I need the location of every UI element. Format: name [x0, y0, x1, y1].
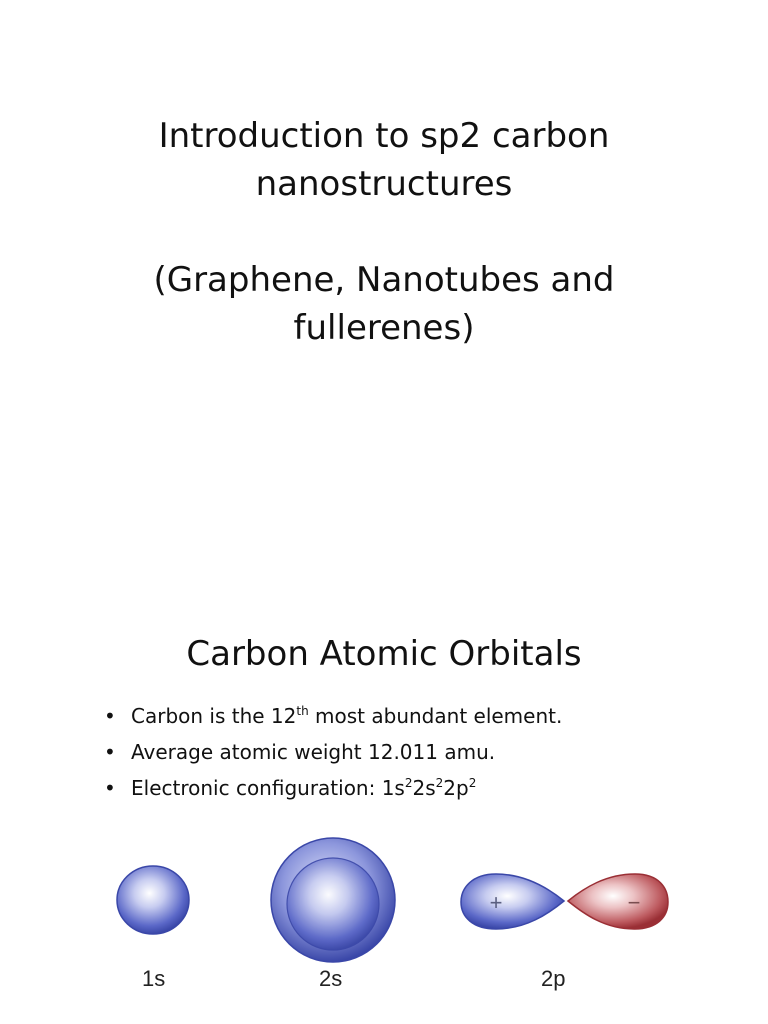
bullet-list [104, 698, 724, 806]
bullet-dot: • [104, 704, 116, 728]
superscript: 2 [468, 776, 477, 790]
subtitle-line-2: fullerenes) [293, 308, 475, 348]
title-line-1: Introduction to sp2 carbon [158, 116, 610, 156]
plus-sign: + [489, 890, 503, 915]
slide-title: Carbon Atomic Orbitals [186, 634, 582, 674]
bullet-dot: • [104, 776, 116, 800]
superscript: th [296, 704, 309, 718]
title-line-2: nanostructures [255, 164, 513, 204]
bullet-text: 2p [443, 776, 469, 800]
orbital-label-2p: 2p [541, 966, 566, 991]
bullet-item [104, 770, 724, 806]
subtitle-line-1: (Graphene, Nanotubes and [153, 260, 615, 300]
superscript: 2 [404, 776, 413, 790]
bullet-item [104, 698, 724, 734]
orbital-1s-sphere [117, 866, 189, 934]
orbital-2p-negative-lobe [568, 874, 668, 929]
bullet-text: 2s [412, 776, 436, 800]
title-gap [0, 208, 768, 256]
orbital-label-1s: 1s [142, 966, 166, 991]
orbital-2p-lobes [461, 874, 668, 929]
title-text [0, 112, 768, 352]
bullet-dot: • [104, 740, 116, 764]
bullet-text: Carbon is the 12 [131, 704, 297, 728]
bullet-text: Average atomic weight 12.011 amu. [131, 740, 496, 764]
superscript: 2 [435, 776, 444, 790]
bullet-item [104, 734, 724, 770]
orbital-diagram [0, 828, 768, 1008]
minus-sign: − [627, 890, 641, 915]
bullet-text: most abundant element. [308, 704, 563, 728]
orbital-2s-sphere [271, 838, 395, 962]
bullet-text: Electronic configuration: 1s [131, 776, 405, 800]
orbital-drawings [0, 828, 768, 968]
orbital-label-2s: 2s [319, 966, 343, 991]
orbitals-slide [0, 512, 768, 1024]
orbital-2p-positive-lobe [461, 874, 564, 929]
